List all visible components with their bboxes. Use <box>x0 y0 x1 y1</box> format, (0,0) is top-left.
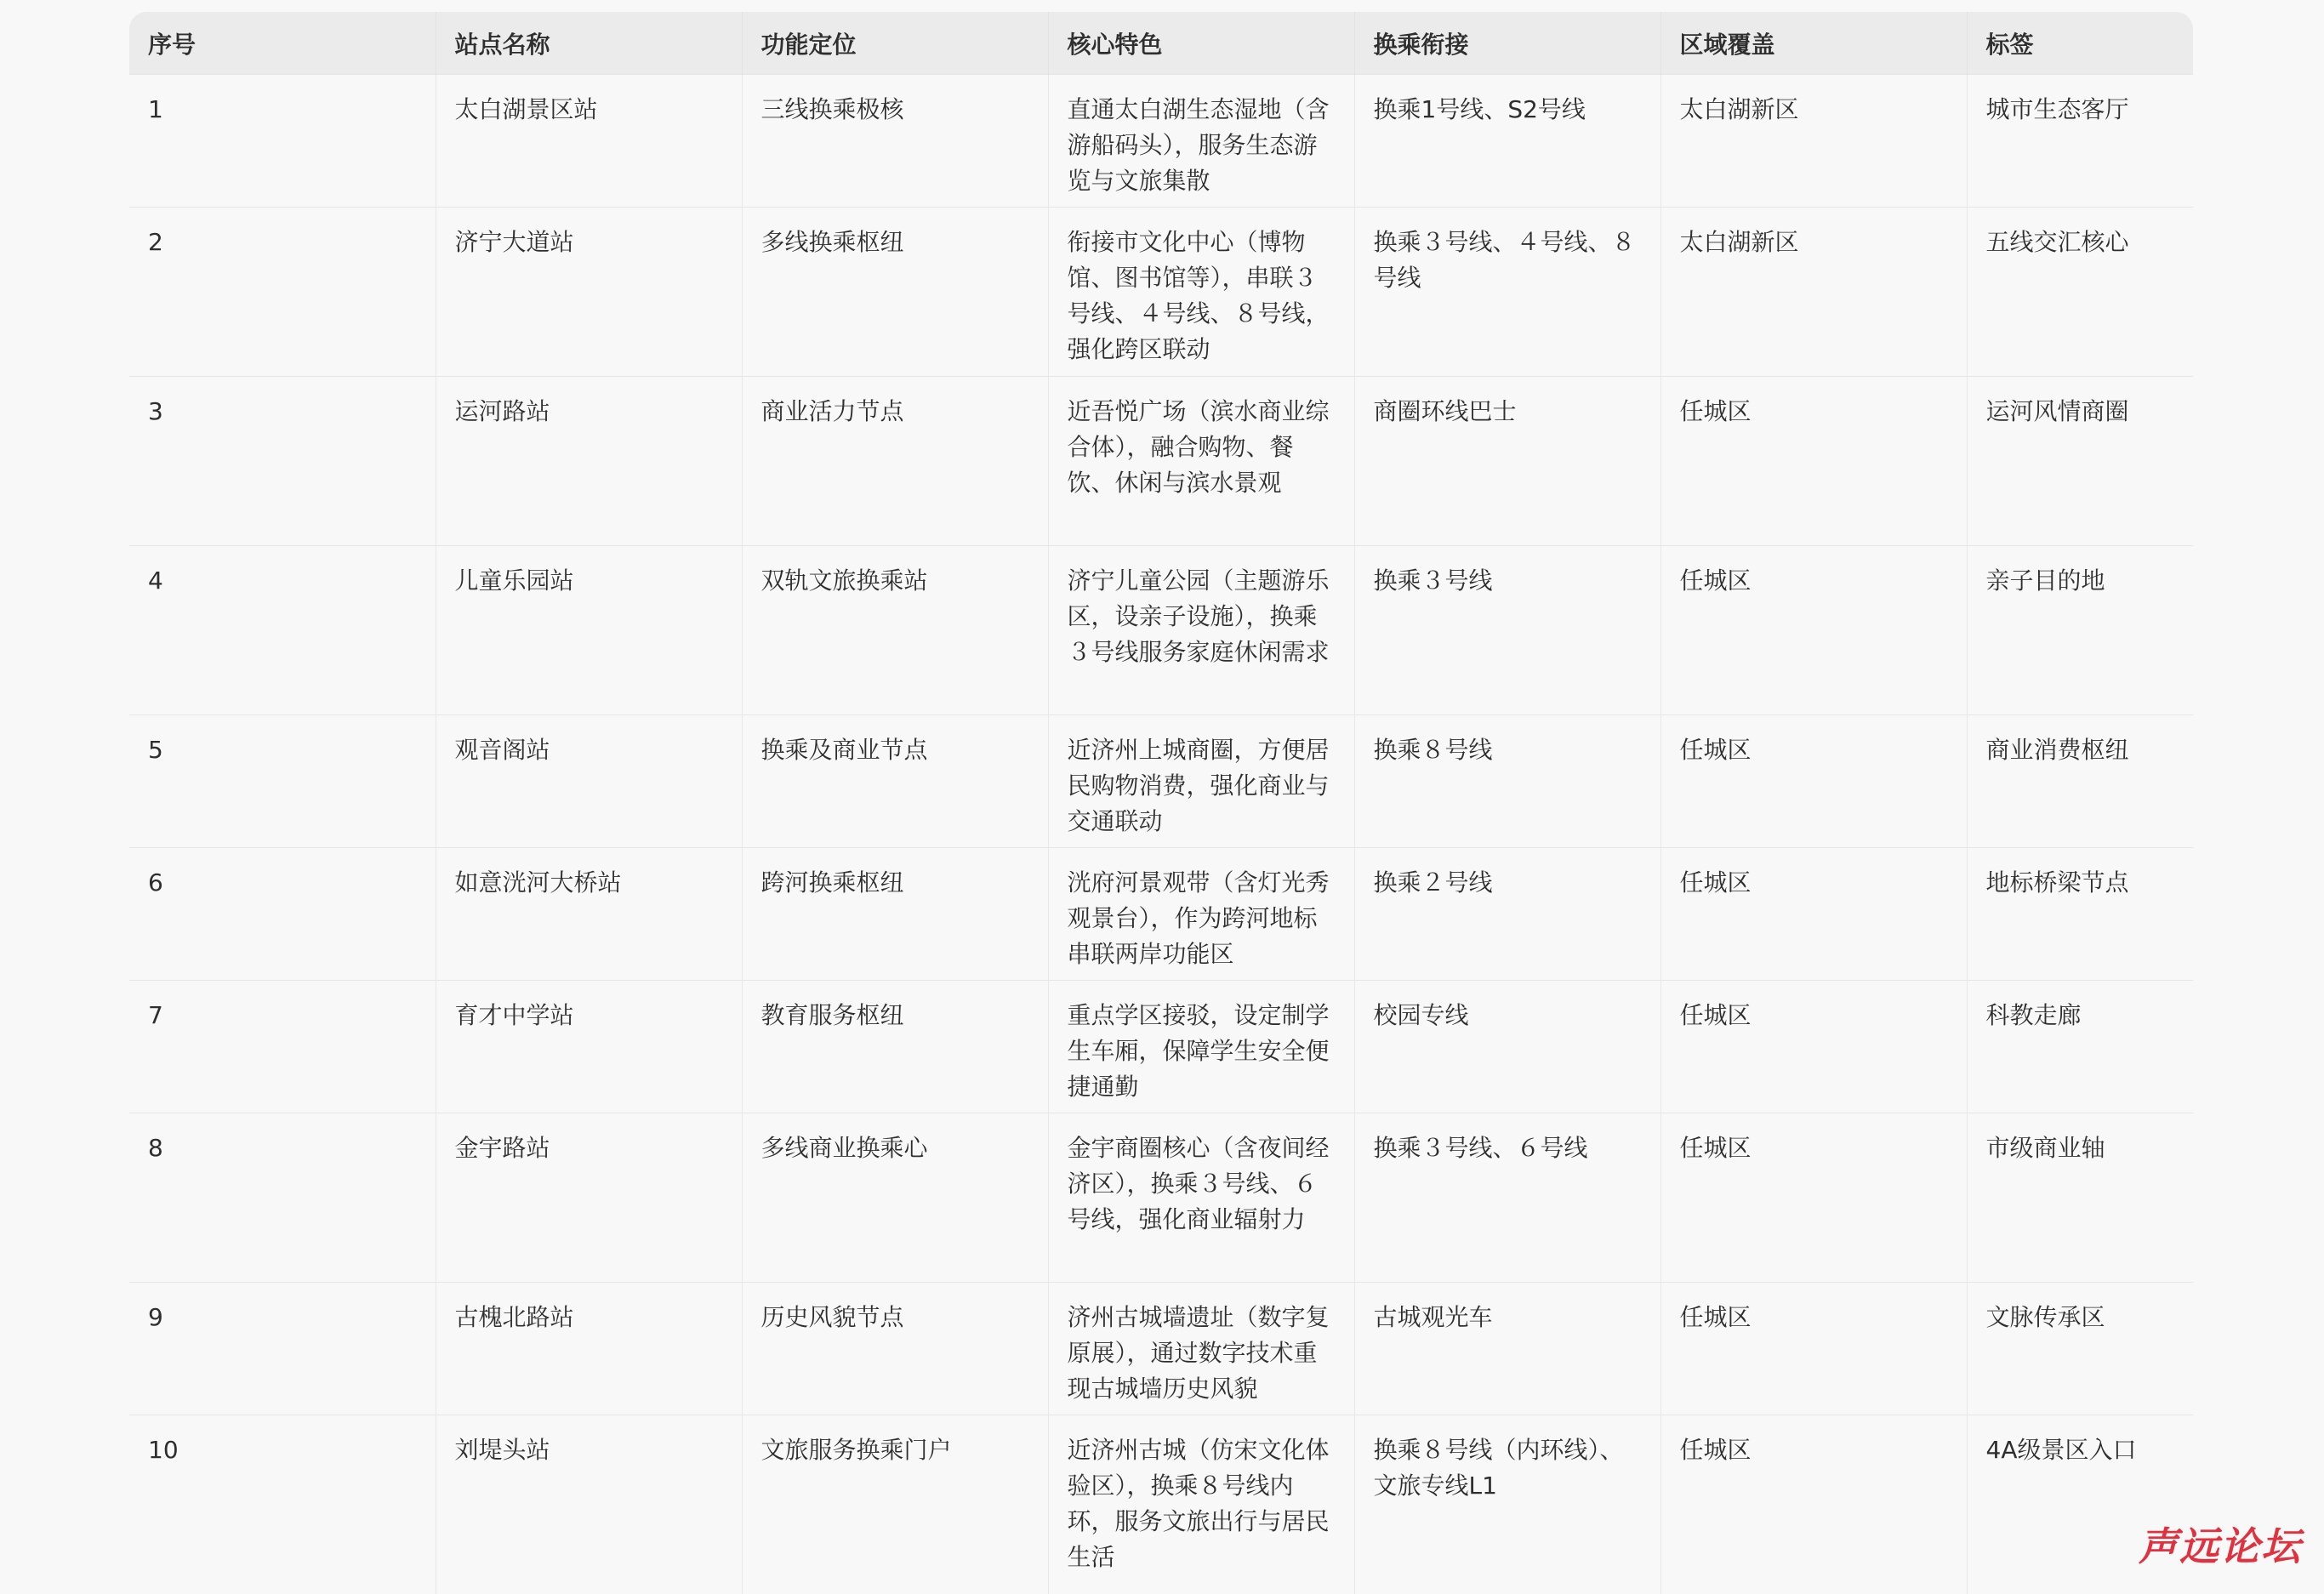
cell-tag: 文脉传承区 <box>1967 1283 2193 1415</box>
header-role: 功能定位 <box>742 12 1048 75</box>
cell-feature: 直通太白湖生态湿地（含游船码头），服务生态游览与文旅集散 <box>1048 75 1354 208</box>
cell-feature: 近吾悦广场（滨水商业综合体），融合购物、餐饮、休闲与滨水景观 <box>1048 377 1354 546</box>
cell-feature: 重点学区接驳，设定制学生车厢，保障学生安全便捷通勤 <box>1048 981 1354 1113</box>
cell-station-name: 济宁大道站 <box>436 208 742 377</box>
cell-station-name: 儿童乐园站 <box>436 546 742 715</box>
cell-role: 文旅服务换乘门户 <box>742 1415 1048 1594</box>
cell-tag: 4A级景区入口 <box>1967 1415 2193 1594</box>
header-tag: 标签 <box>1967 12 2193 75</box>
cell-feature: 近济州上城商圈，方便居民购物消费，强化商业与交通联动 <box>1048 715 1354 848</box>
watermark-logo: 声远论坛 <box>2139 1516 2302 1572</box>
cell-area: 任城区 <box>1660 1283 1967 1415</box>
cell-role: 双轨文旅换乘站 <box>742 546 1048 715</box>
table-body <box>129 75 2193 1594</box>
cell-station-name: 育才中学站 <box>436 981 742 1113</box>
cell-no: 9 <box>129 1283 436 1415</box>
cell-transfer: 换乘1号线、S2号线 <box>1354 75 1660 208</box>
cell-feature: 洸府河景观带（含灯光秀观景台），作为跨河地标串联两岸功能区 <box>1048 848 1354 981</box>
table-row <box>129 848 2193 981</box>
header-row <box>129 12 2193 75</box>
header-area: 区域覆盖 <box>1660 12 1967 75</box>
header-feature: 核心特色 <box>1048 12 1354 75</box>
table-row <box>129 546 2193 715</box>
cell-role: 三线换乘极核 <box>742 75 1048 208</box>
cell-area: 任城区 <box>1660 546 1967 715</box>
cell-transfer: 换乘２号线 <box>1354 848 1660 981</box>
table-row <box>129 715 2193 848</box>
cell-role: 多线换乘枢纽 <box>742 208 1048 377</box>
cell-station-name: 金宇路站 <box>436 1113 742 1283</box>
cell-no: 10 <box>129 1415 436 1594</box>
cell-tag: 五线交汇核心 <box>1967 208 2193 377</box>
cell-no: 1 <box>129 75 436 208</box>
cell-station-name: 古槐北路站 <box>436 1283 742 1415</box>
cell-area: 任城区 <box>1660 848 1967 981</box>
cell-area: 任城区 <box>1660 377 1967 546</box>
header-no: 序号 <box>129 12 436 75</box>
cell-transfer: 商圈环线巴士 <box>1354 377 1660 546</box>
cell-transfer: 古城观光车 <box>1354 1283 1660 1415</box>
cell-role: 跨河换乘枢纽 <box>742 848 1048 981</box>
cell-transfer: 换乘８号线（内环线）、文旅专线L1 <box>1354 1415 1660 1594</box>
cell-area: 任城区 <box>1660 1415 1967 1594</box>
table-row <box>129 377 2193 546</box>
cell-tag: 亲子目的地 <box>1967 546 2193 715</box>
cell-tag: 城市生态客厅 <box>1967 75 2193 208</box>
cell-tag: 商业消费枢纽 <box>1967 715 2193 848</box>
cell-no: 6 <box>129 848 436 981</box>
cell-tag: 科教走廊 <box>1967 981 2193 1113</box>
table-row <box>129 208 2193 377</box>
cell-transfer: 换乘３号线、４号线、８号线 <box>1354 208 1660 377</box>
cell-transfer: 换乘３号线 <box>1354 546 1660 715</box>
header-station-name: 站点名称 <box>436 12 742 75</box>
cell-transfer: 校园专线 <box>1354 981 1660 1113</box>
table-row <box>129 1415 2193 1594</box>
cell-role: 教育服务枢纽 <box>742 981 1048 1113</box>
cell-station-name: 观音阁站 <box>436 715 742 848</box>
table-row <box>129 981 2193 1113</box>
header-transfer: 换乘衔接 <box>1354 12 1660 75</box>
cell-no: 5 <box>129 715 436 848</box>
cell-area: 太白湖新区 <box>1660 208 1967 377</box>
cell-area: 太白湖新区 <box>1660 75 1967 208</box>
cell-feature: 衔接市文化中心（博物馆、图书馆等），串联３号线、４号线、８号线，强化跨区联动 <box>1048 208 1354 377</box>
cell-area: 任城区 <box>1660 981 1967 1113</box>
table-row <box>129 1283 2193 1415</box>
table-row <box>129 75 2193 208</box>
cell-transfer: 换乘３号线、６号线 <box>1354 1113 1660 1283</box>
cell-no: 2 <box>129 208 436 377</box>
cell-no: 8 <box>129 1113 436 1283</box>
cell-station-name: 运河路站 <box>436 377 742 546</box>
cell-feature: 济宁儿童公园（主题游乐区，设亲子设施），换乘３号线服务家庭休闲需求 <box>1048 546 1354 715</box>
cell-tag: 市级商业轴 <box>1967 1113 2193 1283</box>
cell-area: 任城区 <box>1660 715 1967 848</box>
cell-no: 4 <box>129 546 436 715</box>
cell-station-name: 如意洸河大桥站 <box>436 848 742 981</box>
cell-feature: 金宇商圈核心（含夜间经济区），换乘３号线、６号线，强化商业辐射力 <box>1048 1113 1354 1283</box>
cell-role: 换乘及商业节点 <box>742 715 1048 848</box>
cell-no: 7 <box>129 981 436 1113</box>
table-row <box>129 1113 2193 1283</box>
cell-feature: 近济州古城（仿宋文化体验区），换乘８号线内环，服务文旅出行与居民生活 <box>1048 1415 1354 1594</box>
station-table-container <box>129 12 2193 1594</box>
cell-tag: 地标桥梁节点 <box>1967 848 2193 981</box>
cell-no: 3 <box>129 377 436 546</box>
cell-tag: 运河风情商圈 <box>1967 377 2193 546</box>
cell-role: 商业活力节点 <box>742 377 1048 546</box>
cell-transfer: 换乘８号线 <box>1354 715 1660 848</box>
station-table <box>129 12 2193 1594</box>
cell-station-name: 刘堤头站 <box>436 1415 742 1594</box>
cell-area: 任城区 <box>1660 1113 1967 1283</box>
cell-role: 多线商业换乘心 <box>742 1113 1048 1283</box>
cell-station-name: 太白湖景区站 <box>436 75 742 208</box>
cell-role: 历史风貌节点 <box>742 1283 1048 1415</box>
table-header <box>129 12 2193 75</box>
cell-feature: 济州古城墙遗址（数字复原展），通过数字技术重现古城墙历史风貌 <box>1048 1283 1354 1415</box>
